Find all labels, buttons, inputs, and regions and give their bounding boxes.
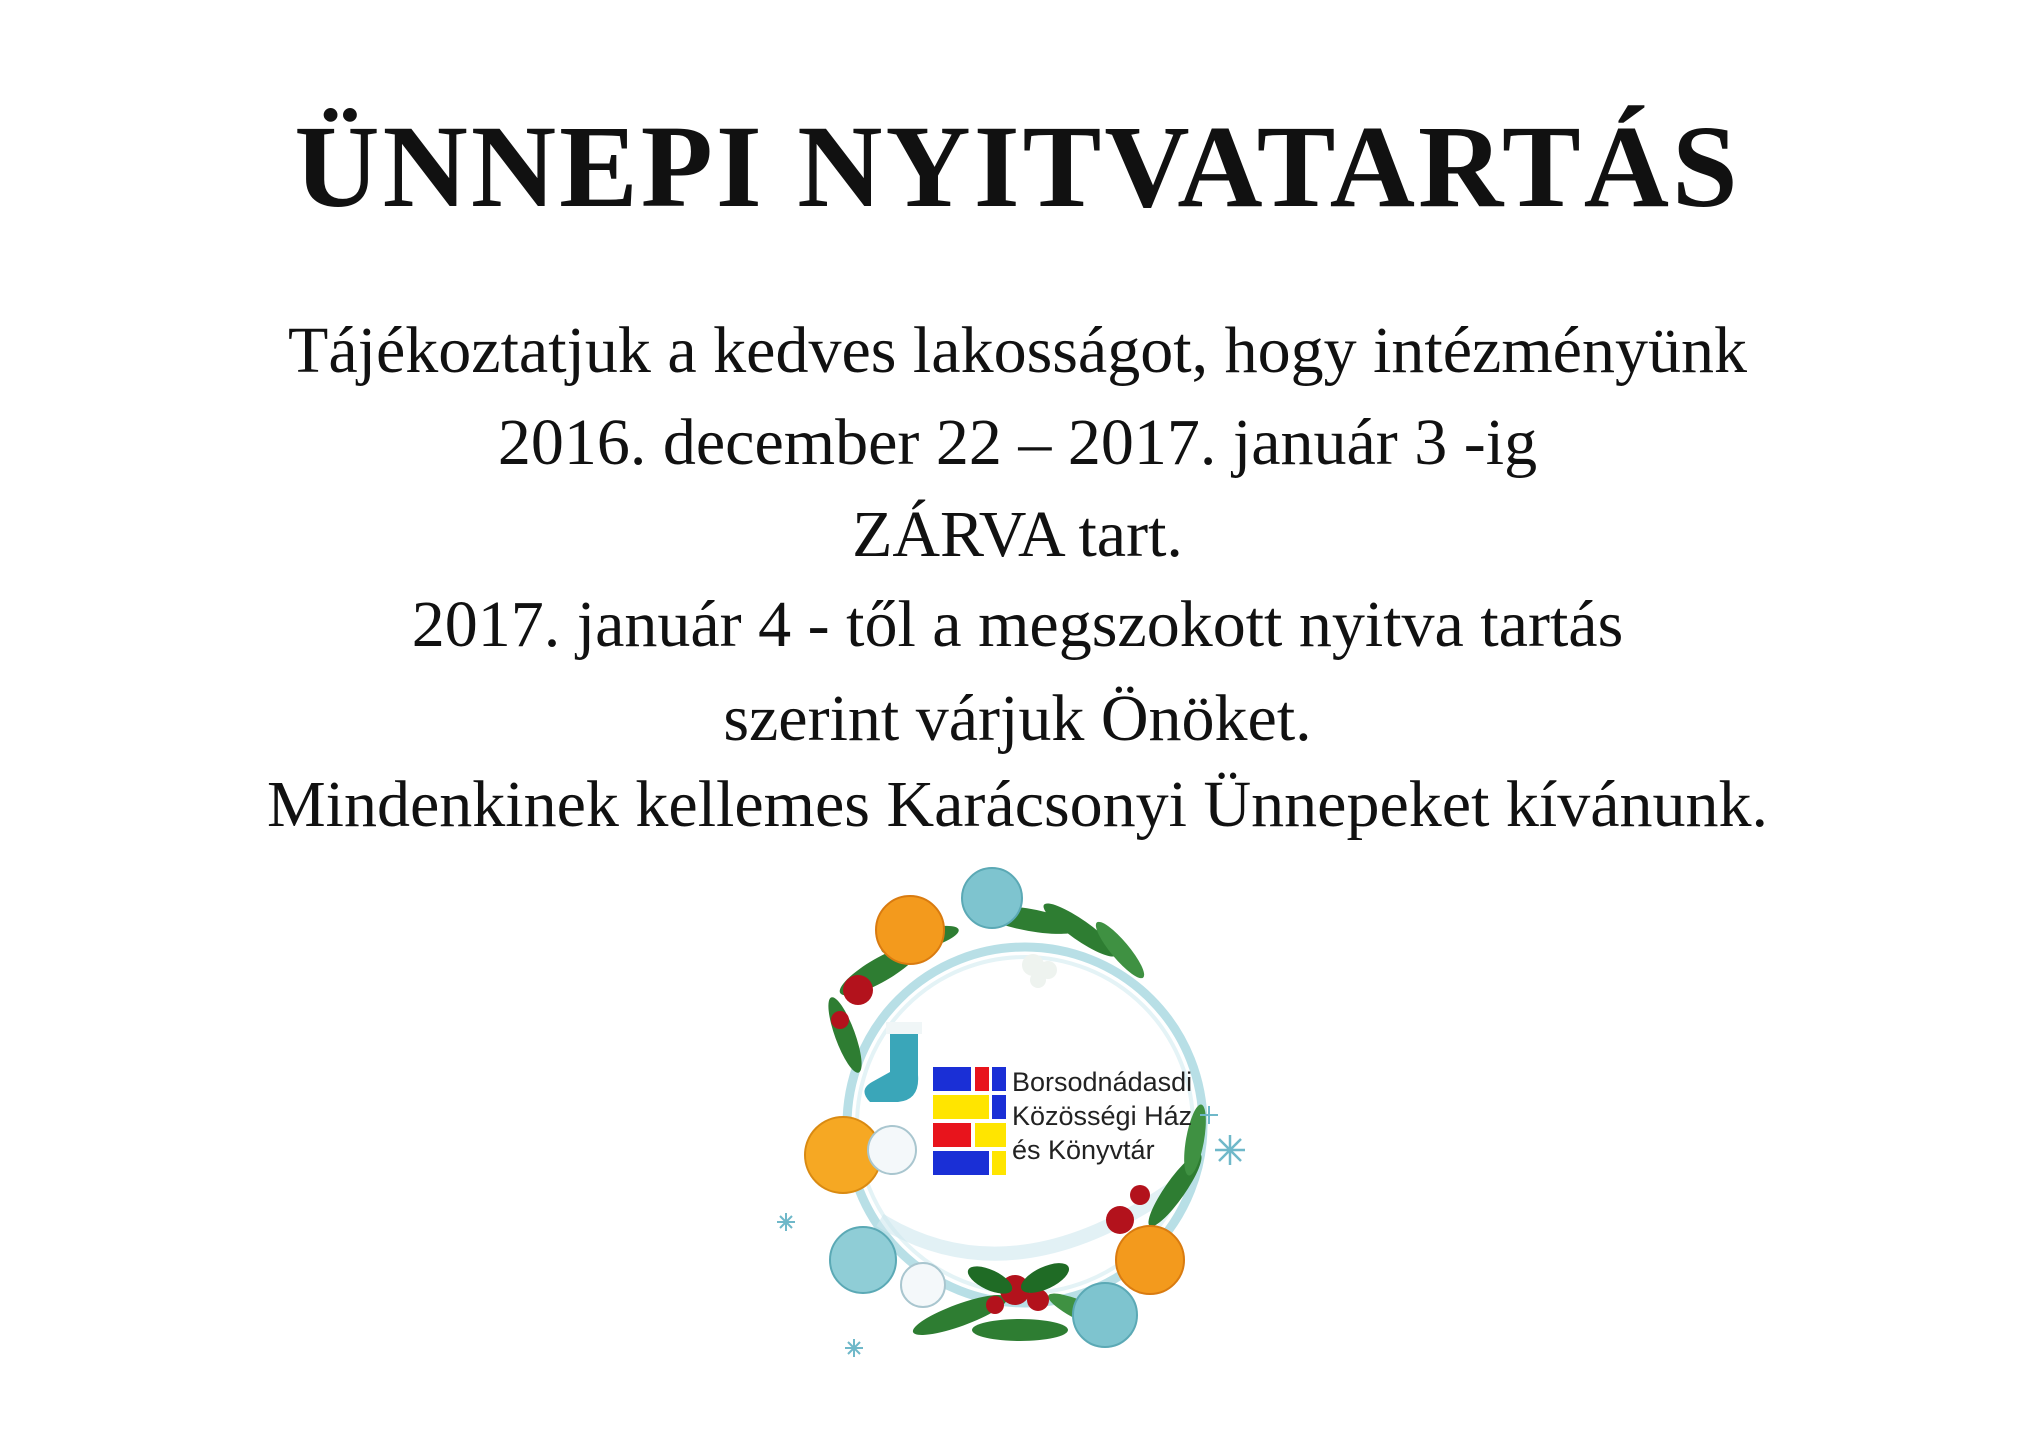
logo-line-1: Borsodnádasdi [1012,1067,1193,1097]
logo-line-2: Közösségi Ház [1012,1101,1193,1131]
teal-ornament [830,1227,896,1293]
notice-line-closed: ZÁRVA tart. [852,498,1183,571]
orange-ornament [876,896,944,964]
notice-line-info: Tájékoztatjuk a kedves lakosságot, hogy intézményünk [288,314,1747,387]
snowflake-icon [777,1213,795,1231]
notice-line-dates: 2016. december 22 – 2017. január 3 -ig [497,406,1538,479]
christmas-wreath [770,860,1270,1380]
notice-line-greeting: Mindenkinek kellemes Karácsonyi Ünnepeket kívánunk. [266,768,1769,841]
notice-line-reopen: 2017. január 4 - től a megszokott nyitva tartás [411,588,1624,661]
library-logo-mark [933,1067,1006,1175]
teal-ornament [962,868,1022,928]
white-ornament [868,1126,916,1174]
logo-line-3: és Könyvtár [1012,1135,1155,1165]
white-ornament [901,1263,945,1307]
snowflake-icon [1215,1135,1245,1165]
notice-title: ÜNNEPI NYITVATARTÁS [294,101,1741,232]
notice-line-welcome: szerint várjuk Önöket. [723,682,1312,755]
orange-ornament [1116,1226,1184,1294]
teal-ornament [1073,1283,1137,1347]
snowflake-icon [845,1339,863,1357]
